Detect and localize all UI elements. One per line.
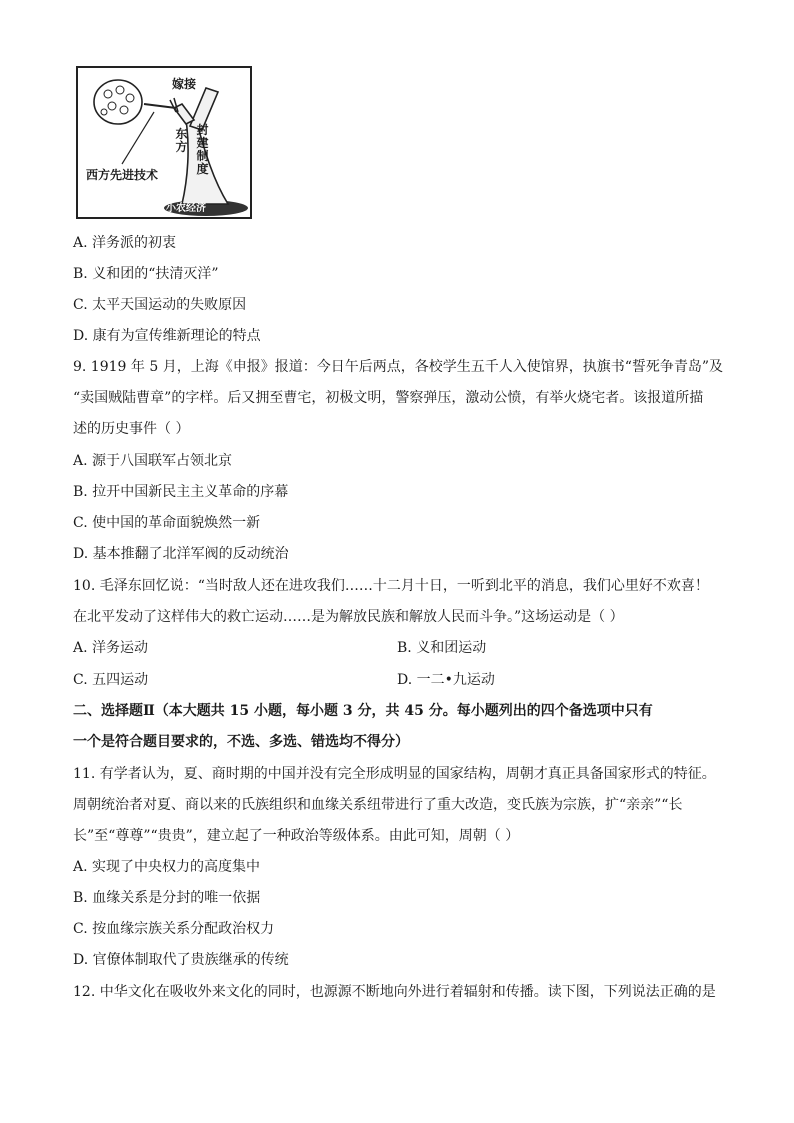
graft-binding bbox=[170, 98, 178, 112]
east-label: 东方 bbox=[175, 127, 188, 154]
graft-label: 嫁接 bbox=[172, 77, 197, 91]
q9-option-a[interactable]: A. 源于八国联军占领北京 bbox=[73, 453, 233, 469]
q8-option-a[interactable]: A. 洋务派的初衷 bbox=[73, 235, 177, 251]
feudal-system-label: 封建制度 bbox=[196, 123, 209, 176]
q8-option-b[interactable]: B. 义和团的“扶清灭洋” bbox=[73, 266, 219, 282]
q10-option-c[interactable]: C. 五四运动 bbox=[73, 672, 149, 688]
q11-option-d[interactable]: D. 官僚体制取代了贵族继承的传统 bbox=[73, 952, 289, 968]
q9-option-c[interactable]: C. 使中国的革命面貌焕然一新 bbox=[73, 515, 261, 531]
q10-option-b[interactable]: B. 义和团运动 bbox=[397, 640, 487, 656]
q11-stem-line1: 11. 有学者认为，夏、商时期的中国并没有完全形成明显的国家结构，周朝才真正具备国家形式的特征。 bbox=[73, 766, 716, 782]
q12-stem-line1: 12. 中华文化在吸收外来文化的同时，也源源不断地向外进行着辐射和传播。读下图，下列说法正确的是 bbox=[73, 984, 716, 1000]
q11-option-a[interactable]: A. 实现了中央权力的高度集中 bbox=[73, 859, 261, 875]
q9-option-b[interactable]: B. 拉开中国新民主主义革命的序幕 bbox=[73, 484, 289, 500]
graft-stem bbox=[144, 104, 176, 108]
western-tech-label: 西方先进技术 bbox=[86, 168, 159, 182]
small-peasant-economy-label: 小农经济 bbox=[166, 203, 206, 214]
q11-option-b[interactable]: B. 血缘关系是分封的唯一依据 bbox=[73, 890, 261, 906]
q8-option-d[interactable]: D. 康有为宣传维新理论的特点 bbox=[73, 328, 261, 344]
cartoon-figure bbox=[76, 66, 252, 219]
q9-stem-line3: 述的历史事件（ ） bbox=[73, 421, 190, 437]
section2-heading-line1: 二、选择题Ⅱ（本大题共 15 小题，每小题 3 分，共 45 分。每小题列出的四个备选项中只有 bbox=[73, 703, 653, 719]
q10-option-d[interactable]: D. 一二•九运动 bbox=[397, 672, 495, 688]
q9-stem-line2: “卖国贼陆曹章”的字样。后又拥至曹宅，初极文明，警察弹压，激动公愤，有举火烧宅者。该报道所描 bbox=[73, 390, 704, 406]
q10-option-a[interactable]: A. 洋务运动 bbox=[73, 640, 149, 656]
q10-stem-line2: 在北平发动了这样伟大的救亡运动……是为解放民族和解放人民而斗争。”这场运动是（ ） bbox=[73, 609, 624, 625]
q9-option-d[interactable]: D. 基本推翻了北洋军阀的反动统治 bbox=[73, 546, 289, 562]
q8-option-c[interactable]: C. 太平天国运动的失败原因 bbox=[73, 297, 247, 313]
q11-stem-line3: 长”至“尊尊”“贵贵”，建立起了一种政治等级体系。由此可知，周朝（ ） bbox=[73, 828, 520, 844]
q9-stem-line1: 9. 1919 年 5 月，上海《申报》报道：今日午后两点，各校学生五千人入使馆界，执旗书“誓死争青岛”及 bbox=[73, 359, 724, 375]
section2-heading-line2: 一个是符合题目要求的，不选、多选、错选均不得分） bbox=[73, 734, 409, 750]
q11-stem-line2: 周朝统治者对夏、商以来的氏族组织和血缘关系纽带进行了重大改造，变氏族为宗族，扩“亲亲”“长 bbox=[73, 797, 683, 813]
q10-stem-line1: 10. 毛泽东回忆说：“当时敌人还在进攻我们……十二月十日，一听到北平的消息，我们心里好不欢喜！ bbox=[73, 578, 709, 594]
q11-option-c[interactable]: C. 按血缘宗族关系分配政治权力 bbox=[73, 921, 275, 937]
grafted-tree-drawing bbox=[78, 68, 250, 217]
